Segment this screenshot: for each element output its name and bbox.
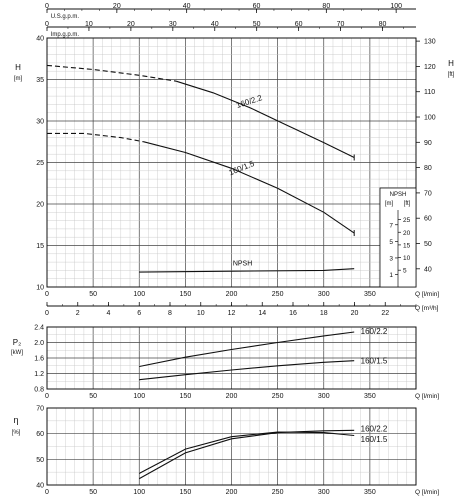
usgpm-unit-label: U.S.g.p.m. (50, 14, 80, 20)
top-axes (45, 3, 416, 38)
usgpm-tick-label: 100 (390, 3, 403, 10)
power-curve-160-1-5 (139, 361, 354, 380)
head-ft-tick-label: 90 (424, 139, 432, 147)
npsh-box-unit-m: [m] (384, 201, 394, 207)
m3h-tick-label: 8 (168, 310, 172, 317)
power-panel (11, 325, 439, 401)
eff-ylabel: η (13, 415, 19, 425)
head-ytick-label: 15 (36, 243, 44, 250)
power-xlabel: Q [l/min] (415, 393, 440, 400)
eff-xtick-label: 150 (179, 489, 192, 496)
power-xtick-label: 100 (133, 393, 146, 400)
label-head-160-1.5: 160/1.5 (227, 158, 256, 178)
head-ytick-label: 35 (36, 77, 44, 84)
head-xlabel-lmin: Q [l/min] (415, 291, 440, 298)
m3h-tick-label: 14 (258, 310, 267, 317)
eff-xtick-label: 200 (225, 489, 238, 496)
power-xtick-label: 300 (317, 393, 330, 400)
eff-ylabel-unit: [%] (11, 430, 21, 436)
m3h-tick-label: 12 (227, 310, 236, 317)
m3h-tick-label: 0 (45, 310, 49, 317)
m3h-tick-label: 2 (75, 310, 80, 317)
impgpm-tick-label: 80 (378, 21, 387, 28)
eff-ytick-label: 50 (36, 456, 44, 464)
eff-label-160-2-2: 160/2.2 (360, 424, 388, 434)
head-xtick-lmin-label: 250 (271, 291, 284, 298)
head-xtick-lmin-label: 300 (317, 291, 330, 298)
npsh-ft-tick-label: 10 (403, 255, 411, 263)
head-xtick-lmin-label: 0 (45, 291, 49, 298)
power-curve-160-2-2 (139, 332, 354, 367)
npsh-ft-tick-label: 20 (403, 229, 411, 237)
head-ft-tick-label: 60 (424, 215, 432, 223)
eff-xtick-label: 100 (133, 489, 146, 496)
head-ytick-label: 40 (36, 35, 44, 43)
usgpm-tick-label: 40 (182, 3, 191, 10)
power-ytick-label: 2.0 (34, 340, 44, 347)
power-xtick-label: 200 (225, 393, 238, 400)
usgpm-tick-label: 60 (252, 3, 261, 10)
head-ft-tick-label: 120 (424, 63, 436, 71)
head-xtick-lmin-label: 150 (179, 291, 192, 298)
power-ylabel: P₂ (12, 338, 22, 347)
npsh-ft-tick-label: 15 (403, 242, 411, 250)
eff-ytick-label: 40 (36, 482, 44, 490)
head-ytick-label: 20 (36, 201, 44, 209)
head-ft-tick-label: 130 (424, 38, 436, 46)
impgpm-tick-label: 30 (168, 21, 177, 28)
power-ytick-label: 1.6 (34, 355, 44, 363)
eff-label-160-1-5: 160/1.5 (360, 435, 388, 445)
power-label-160-2-2: 160/2.2 (360, 327, 388, 337)
head-xtick-lmin-label: 100 (133, 291, 146, 298)
npsh-box-title: NPSH (389, 192, 407, 198)
head-xtick-lmin-label: 350 (364, 291, 376, 298)
eff-xtick-label: 350 (364, 489, 376, 496)
head-ft-tick-label: 40 (424, 266, 432, 274)
head-ylabel: H (15, 63, 21, 72)
power-xtick-label: 150 (179, 393, 192, 400)
power-ytick-label: 2.4 (34, 324, 44, 332)
head-xtick-lmin-label: 200 (225, 291, 238, 298)
npsh-m-tick-label: 7 (389, 222, 393, 230)
head-ytick-label: 30 (36, 118, 44, 126)
impgpm-tick-label: 40 (210, 21, 219, 28)
m3h-tick-label: 10 (196, 310, 205, 317)
m3h-tick-label: 22 (381, 310, 390, 317)
head-xlabel-m3h: Q [m³/h] (415, 305, 439, 312)
head-ft-ylabel: H (448, 59, 454, 68)
eff-curve-160-1-5 (139, 432, 354, 473)
eff-curve-160-2-2 (139, 430, 354, 478)
m3h-tick-label: 6 (137, 310, 142, 317)
head-ft-tick-label: 70 (424, 190, 432, 198)
label-npsh: NPSH (232, 260, 253, 268)
head-ylabel-unit: [m] (13, 76, 23, 82)
m3h-tick-label: 16 (289, 310, 297, 317)
efficiency-panel (12, 406, 440, 497)
npsh-m-tick-label: 1 (389, 272, 393, 280)
label-head-160-2.2: 160/2.2 (235, 93, 264, 111)
eff-xtick-label: 50 (89, 489, 98, 496)
power-xtick-label: 0 (45, 393, 49, 400)
power-ytick-label: 1.2 (34, 371, 44, 378)
npsh-box-unit-ft: [ft] (403, 201, 411, 207)
usgpm-tick-label: 0 (45, 3, 49, 10)
npsh-m-tick-label: 5 (389, 238, 393, 246)
head-ft-tick-label: 50 (424, 241, 432, 249)
impgpm-tick-label: 10 (85, 21, 93, 28)
m3h-tick-label: 4 (106, 310, 111, 317)
eff-ytick-label: 70 (36, 405, 44, 413)
npsh-ft-tick-label: 5 (403, 267, 407, 275)
impgpm-tick-label: 50 (252, 21, 261, 28)
npsh-ft-tick-label: 25 (403, 217, 411, 225)
eff-xtick-label: 0 (45, 489, 49, 496)
head-ytick-label: 10 (36, 284, 44, 292)
impgpm-unit-label: Imp.g.p.m. (50, 32, 80, 38)
head-ytick-label: 25 (36, 160, 44, 167)
head-panel (14, 36, 455, 318)
head-ft-tick-label: 110 (424, 89, 436, 97)
head-ft-tick-label: 100 (424, 114, 436, 122)
eff-ytick-label: 60 (36, 431, 44, 439)
power-xtick-label: 50 (89, 393, 98, 400)
usgpm-tick-label: 20 (112, 3, 121, 10)
head-xtick-lmin-label: 50 (89, 291, 98, 298)
impgpm-tick-label: 60 (294, 21, 303, 28)
power-xtick-label: 250 (271, 393, 284, 400)
head-ft-tick-label: 80 (424, 165, 432, 173)
npsh-m-tick-label: 3 (389, 255, 393, 263)
m3h-tick-label: 18 (319, 310, 328, 317)
eff-xtick-label: 250 (271, 489, 284, 496)
power-xtick-label: 350 (364, 393, 376, 400)
usgpm-tick-label: 80 (322, 3, 331, 10)
impgpm-tick-label: 20 (126, 21, 135, 28)
impgpm-tick-label: 70 (336, 21, 345, 28)
power-label-160-1-5: 160/1.5 (360, 356, 388, 366)
head-ft-ylabel-unit: [ft] (447, 72, 455, 78)
power-ytick-label: 0.8 (34, 386, 44, 394)
power-ylabel-unit: [kW] (11, 350, 23, 356)
m3h-tick-label: 20 (350, 310, 359, 317)
eff-xtick-label: 300 (317, 489, 330, 496)
impgpm-tick-label: 0 (45, 21, 49, 28)
eff-xlabel: Q [l/min] (415, 489, 440, 496)
